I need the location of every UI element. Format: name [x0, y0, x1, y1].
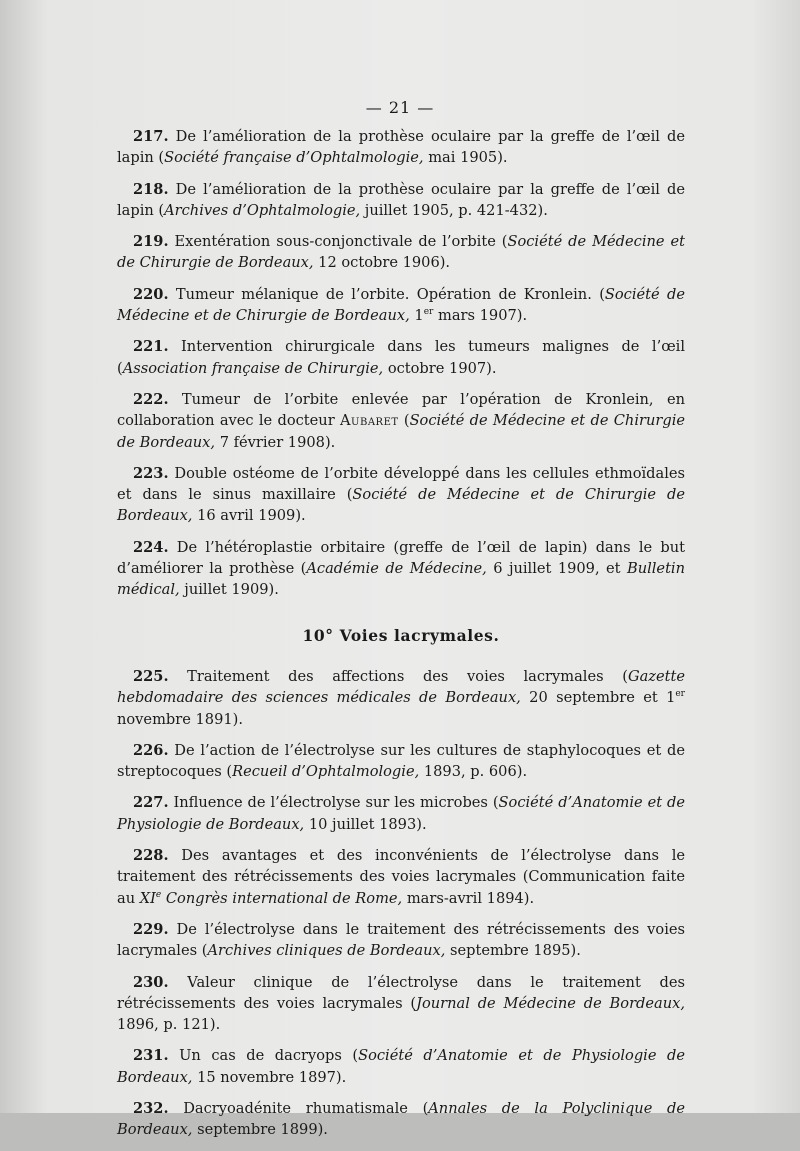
entry-229: 229. De l’électrolyse dans le traitement des rétrécissements des voies lacrymales (Archives cliniques de Bordeaux, septembre 1895).: [117, 920, 685, 960]
entry-226: 226. De l’action de l’électrolyse sur les cultures de staphylocoques et de streptocoques (Recueil d’Ophtalmologie, 1893, p. 606).: [117, 741, 685, 781]
entry-219: 219. Exentération sous-conjonctivale de l’orbite (Société de Médecine et de Chirurgie de Bordeaux, 12 octobre 1906).: [117, 233, 685, 272]
entry-230: 230. Valeur clinique de l’électrolyse dans le traitement des rétrécissements des voies lacrymales (Journal de Médecine de Bordeaux, 1896, p. 121).: [117, 973, 685, 1034]
bibliography-list: [117, 126, 685, 1151]
entry-228: 228. Des avantages et des inconvénients de l’électrolyse dans le traitement des rétrécissements des voies lacrymales (Communication faite au XIe Congrès international de Rome, mars-avril 1894).: [117, 847, 685, 907]
section-title: 10° Voies lacrymales.: [302, 625, 500, 645]
entry-218: 218. De l’amélioration de la prothèse oculaire par la greffe de l’œil de lapin (Archives d’Ophtalmologie, juillet 1905, p. 421-432).: [117, 180, 685, 219]
entry-222: 222. Tumeur de l’orbite enlevée par l’opération de Kronlein, en collaboration avec le docteur Aubaret (Société de Médecine et de Chirurgie de Bordeaux, 7 février 1908).: [117, 390, 685, 451]
entry-220: 220. Tumeur mélanique de l’orbite. Opération de Kronlein. (Société de Médecine et de Chirurgie de Bordeaux, 1er mars 1907).: [117, 285, 685, 325]
entry-227: 227. Influence de l’électrolyse sur les microbes (Société d’Anatomie et de Physiologie de Bordeaux, 10 juillet 1893).: [117, 794, 685, 833]
entry-223: 223. Double ostéome de l’orbite développé dans les cellules ethmoïdales et dans le sinus maxillaire (Société de Médecine et de Chirurgie de Bordeaux, 16 avril 1909).: [117, 464, 685, 525]
entry-224: 224. De l’hétéroplastie orbitaire (greffe de l’œil de lapin) dans le but d’améliorer la prothèse (Académie de Médecine, 6 juillet 1909, et Bulletin médical, juillet 1909).: [117, 538, 685, 599]
entry-225: 225. Traitement des affections des voies lacrymales (Gazette hebdomadaire des sciences médicales de Bordeaux, 20 septembre et 1er novembre 1891).: [117, 667, 685, 728]
entry-217: 217. De l’amélioration de la prothèse oculaire par la greffe de l’œil de lapin (Société française d’Ophtalmologie, mai 1905).: [117, 128, 685, 167]
entry-221: 221. Intervention chirurgicale dans les tumeurs malignes de l’œil (Association française de Chirurgie, octobre 1907).: [117, 338, 685, 377]
entry-231: 231. Un cas de dacryops (Société d’Anatomie et de Physiologie de Bordeaux, 15 novembre 1897).: [117, 1047, 685, 1086]
entry-232: 232. Dacryoadénite rhumatismale (Annales de la Polyclinique de Bordeaux, septembre 1899).: [117, 1099, 685, 1139]
page-number: — 21 —: [365, 98, 435, 117]
